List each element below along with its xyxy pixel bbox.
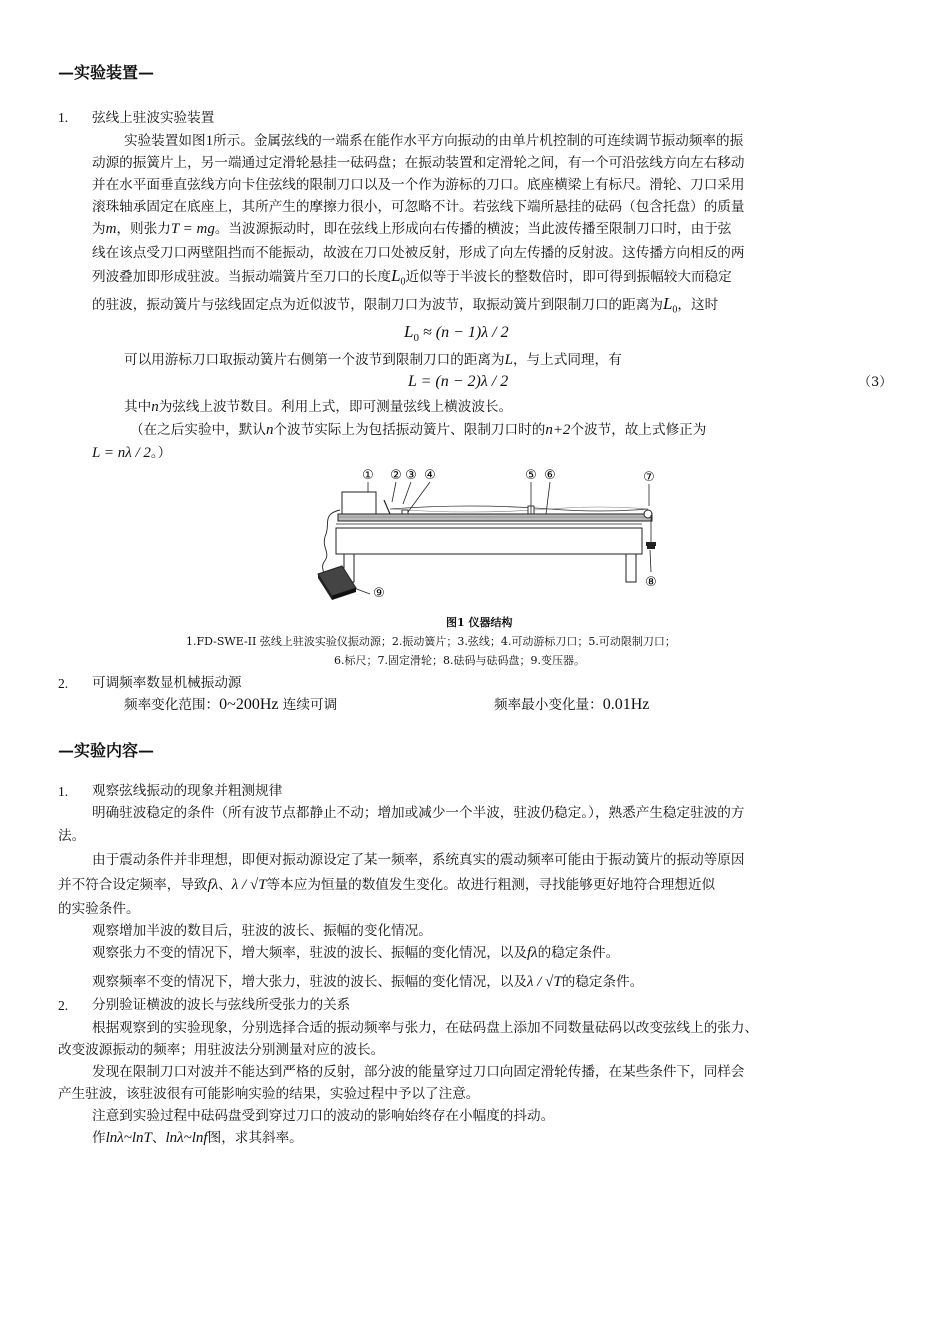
figure-caption-line-1: 1.FD-SWE-II 弦线上驻波实验仪振动源；2.振动簧片；3.弦线；4.可动游标刀口；5.可动限制刀口； bbox=[186, 635, 676, 648]
string bbox=[390, 506, 648, 511]
weight-pan bbox=[646, 542, 656, 546]
paragraph-line: 的实验条件。 bbox=[58, 901, 140, 917]
paragraph-line: 发现在限制刀口对波并不能达到严格的反射，部分波的能量穿过刀口向固定滑轮传播，在某些条件下，同样会 bbox=[92, 1064, 745, 1080]
figure-label-5: ⑤ bbox=[525, 468, 537, 483]
paragraph-line: 明确驻波稳定的条件（所有波节点都静止不动；增加或减少一个半波，驻波仍稳定。），熟悉产生稳定驻波的方 bbox=[92, 805, 745, 821]
paragraph-line: 注意到实验过程中砝码盘受到穿过刀口的波动的影响始终存在小幅度的抖动。 bbox=[92, 1108, 555, 1124]
equation-2: L = (n − 2)λ / 2 bbox=[408, 373, 509, 390]
paragraph-line: L = nλ / 2。） bbox=[92, 445, 172, 461]
item-number: 1. bbox=[58, 110, 69, 125]
paragraph-line: （在之后实验中，默认n个波节实际上为包括振动簧片、限制刀口时的n+2个波节，故上式修正为 bbox=[130, 422, 707, 438]
paragraph-line: 列波叠加即形成驻波。当振动端簧片至刀口的长度$L_0$近似等于半波长的整数倍时，即可得到振幅较大而稳定 bbox=[92, 266, 732, 288]
apparatus-figure bbox=[300, 462, 670, 604]
vibration-reed bbox=[384, 500, 390, 514]
frequency-range: 频率变化范围：0~200Hz 连续可调 bbox=[124, 696, 338, 713]
equation-number: （3） bbox=[858, 375, 893, 390]
paragraph-line: 并在水平面垂直弦线方向卡住弦线的限制刀口以及一个作为游标的刀口。底座横梁上有标尺。滑轮、刀口采用 bbox=[92, 177, 745, 193]
item-number: 2. bbox=[58, 998, 69, 1013]
frequency-min-step: 频率最小变化量：0.01Hz bbox=[494, 696, 650, 713]
paragraph-line: 动源的振簧片上，另一端通过定滑轮悬挂一砝码盘；在振动装置和定滑轮之间，有一个可沿弦线方向左右移动 bbox=[92, 155, 745, 171]
paragraph-line: 产生驻波，该驻波很有可能影响实验的结果，实验过程中予以了注意。 bbox=[58, 1086, 480, 1102]
paragraph-line: 根据观察到的实验现象，分别选择合适的振动频率与张力，在砝码盘上添加不同数量砝码以改变弦线上的张力、 bbox=[92, 1020, 759, 1036]
figure-label-2: ② bbox=[390, 468, 402, 483]
figure-label-9: ⑨ bbox=[373, 586, 385, 601]
figure-label-1: ① bbox=[362, 468, 374, 483]
figure-title: 图1 仪器结构 bbox=[446, 616, 513, 629]
paragraph-line: 并不符合设定频率，导致fλ、λ / √T等本应为恒量的数值发生变化。故进行粗测，寻找能够更好地符合理想近似 bbox=[58, 877, 716, 893]
paragraph-line: 的驻波，振动簧片与弦线固定点为近似波节，限制刀口为波节，取振动簧片到限制刀口的距离为$L_0$，这时 bbox=[92, 294, 719, 316]
figure-label-8: ⑧ bbox=[645, 575, 657, 590]
paragraph-line: 作lnλ~lnT、lnλ~lnf图，求其斜率。 bbox=[92, 1130, 303, 1146]
paragraph-line: 由于震动条件并非理想，即便对振动源设定了某一频率，系统真实的震动频率可能由于振动簧片的振动等原因 bbox=[92, 852, 745, 868]
paragraph-line: 法。 bbox=[58, 828, 86, 844]
figure-label-6: ⑥ bbox=[544, 468, 556, 483]
figure-caption-line-2: 6.标尺；7.固定滑轮；8.砝码与砝码盘；9.变压器。 bbox=[334, 654, 585, 667]
item-title: 观察弦线振动的现象并粗测规律 bbox=[92, 783, 283, 799]
paragraph-line: 实验装置如图1所示。金属弦线的一端系在能作水平方向振动的由单片机控制的可连续调节振动频率的振 bbox=[124, 133, 744, 149]
section-title-content: —实验内容— bbox=[58, 741, 155, 760]
right-leg bbox=[626, 554, 636, 582]
paragraph-line: 其中n为弦线上波节数目。利用上式，即可测量弦线上横波波长。 bbox=[124, 399, 513, 415]
paragraph-line: 改变波源振动的频率；用驻波法分别测量对应的波长。 bbox=[58, 1042, 385, 1058]
paragraph-line: 观察增加半波的数目后，驻波的波长、振幅的变化情况。 bbox=[92, 923, 432, 939]
item-number: 2. bbox=[58, 676, 69, 691]
paragraph-line: 观察张力不变的情况下，增大频率，驻波的波长、振幅的变化情况，以及fλ的稳定条件。 bbox=[92, 945, 620, 961]
paragraph-line: 线在该点受刀口两壁阻挡而不能振动，故波在刀口处被反射，形成了向左传播的反射波。这传播方向相反的两 bbox=[92, 245, 745, 261]
item-number: 1. bbox=[58, 784, 69, 799]
paragraph-line: 滚珠轴承固定在底座上，其所产生的摩擦力很小，可忽略不计。若弦线下端所悬挂的砝码（包含托盘）的质量 bbox=[92, 199, 745, 215]
paragraph-line: 为m，则张力T = mg。当波源振动时，即在弦线上形成向右传播的横波；当此波传播至限制刀口时，由于弦 bbox=[92, 221, 732, 237]
base-body bbox=[336, 528, 642, 554]
item-title: 分别验证横波的波长与弦线所受张力的关系 bbox=[92, 997, 351, 1013]
figure-label-3: ③ bbox=[405, 468, 417, 483]
section-title-apparatus: —实验装置— bbox=[58, 63, 155, 82]
figure-label-4: ④ bbox=[424, 468, 436, 483]
figure-label-7: ⑦ bbox=[643, 470, 655, 485]
item-title: 弦线上驻波实验装置 bbox=[92, 110, 215, 126]
item-title: 可调频率数显机械振动源 bbox=[92, 675, 242, 691]
paragraph-line: 观察频率不变的情况下，增大张力，驻波的波长、振幅的变化情况，以及λ / √T的稳定条件。 bbox=[92, 974, 644, 990]
equation-1: $L_0 \approx (n - 1)\lambda / 2$ bbox=[404, 322, 509, 345]
vibration-source bbox=[342, 492, 376, 514]
weights bbox=[647, 546, 655, 549]
scale-beam bbox=[338, 514, 652, 521]
paragraph-line: 可以用游标刀口取振动簧片右侧第一个波节到限制刀口的距离为L，与上式同理，有 bbox=[124, 352, 622, 368]
